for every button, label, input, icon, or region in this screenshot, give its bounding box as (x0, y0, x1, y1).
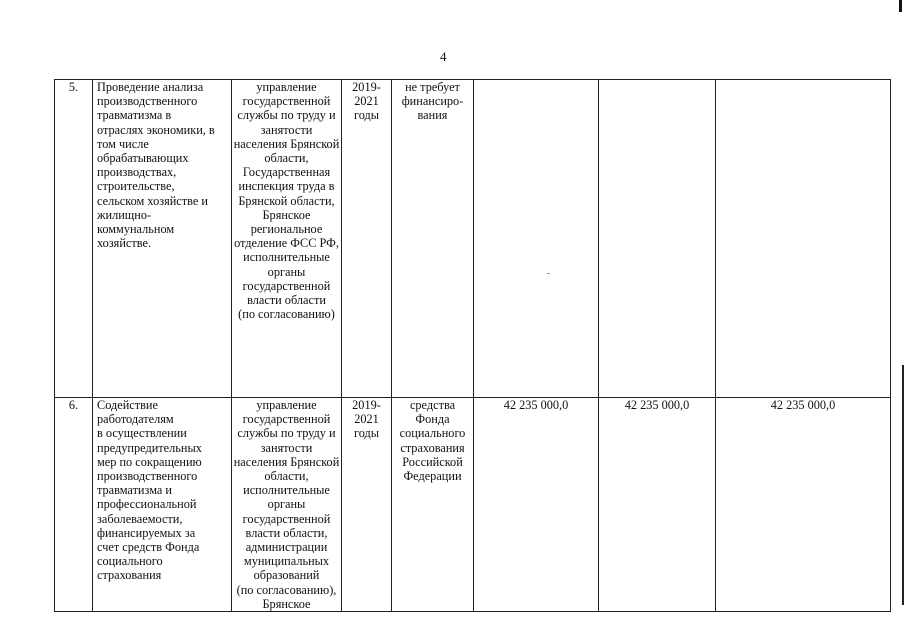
funding-source-line: финансиро- (401, 94, 464, 109)
funding-source-line: Фонда (415, 412, 450, 427)
measure-name-line: социального (97, 554, 163, 569)
executor-line: исполнительные (243, 483, 330, 498)
funding-source-cell (392, 398, 474, 612)
measure-name-line: профессиональной (97, 497, 197, 512)
years-line: 2021 (354, 94, 379, 109)
executor-line: Брянское (262, 207, 311, 222)
years-line: 2021 (354, 412, 379, 427)
amount-value: 42 235 000,0 (624, 398, 690, 412)
executor-line: государственной (242, 412, 331, 427)
executor-line: (по согласованию), (236, 582, 337, 597)
executor-line: государственной (242, 278, 331, 293)
executor-line: Государственная (242, 165, 331, 180)
executor-line: области, (264, 469, 309, 484)
executor-line: управление (256, 80, 317, 94)
funding-source-line: средства (409, 398, 456, 412)
executor-line: управление (256, 398, 317, 412)
executor-cell (232, 398, 342, 612)
executor-line: инспекция труда в (238, 179, 335, 194)
funding-source-line: Российской (402, 454, 463, 469)
funding-source-line: не требует (405, 80, 460, 94)
years-line: 2019- (352, 398, 381, 412)
executor-line: муниципальных (243, 554, 330, 569)
measure-name-line: хозяйстве. (97, 236, 152, 251)
years-cell (342, 80, 392, 398)
measure-name-line: том числе (97, 136, 149, 151)
executor-cell (232, 80, 342, 398)
measure-name-line: Проведение анализа (97, 80, 204, 94)
table-row (55, 398, 891, 612)
amount-cell-2 (599, 80, 716, 398)
measure-name-line: сельском хозяйстве и (97, 193, 208, 208)
funding-source-line: вания (417, 108, 448, 123)
measure-name-line: производственного (97, 94, 198, 109)
row-number: 6. (68, 398, 79, 412)
executor-line: (по согласованию) (238, 307, 335, 322)
years-line: 2019- (352, 80, 381, 94)
measure-name-line: производствах, (97, 165, 177, 180)
executor-line: занятости (260, 440, 313, 455)
measure-name-cell (93, 80, 232, 398)
measure-name-line: Содействие (97, 398, 158, 412)
executor-line: населения Брянской (233, 454, 340, 469)
executor-line: занятости (260, 122, 313, 137)
executor-line: власти области, (245, 525, 328, 540)
measure-name-line: коммунальном (97, 222, 175, 237)
executor-line: государственной (242, 511, 331, 526)
amount-cell-2 (599, 398, 716, 612)
measure-name-cell (93, 398, 232, 612)
page-number: 4 (440, 49, 447, 64)
executor-line: образований (253, 568, 320, 583)
executor-line: отделение ФСС РФ, (234, 236, 339, 251)
funding-source-line: страхования (400, 440, 465, 455)
measure-name-line: обрабатывающих (97, 151, 189, 166)
executor-line: государственной (242, 94, 331, 109)
row-number: 5. (68, 80, 79, 94)
table-row (55, 80, 891, 398)
years-cell (342, 398, 392, 612)
executor-line: администрации (245, 540, 328, 555)
amount-value: 42 235 000,0 (503, 398, 569, 412)
row-number-cell (55, 398, 93, 612)
scan-edge-mark (902, 365, 904, 605)
measure-name-line: жилищно- (97, 207, 152, 222)
row-number-cell (55, 80, 93, 398)
scan-corner-mark (899, 0, 902, 12)
measure-name-line: страхования (97, 568, 162, 583)
measure-name-line: производственного (97, 469, 198, 484)
amount-cell-1 (474, 80, 599, 398)
funding-source-line: Федерации (403, 469, 462, 484)
measure-name-line: предупредительных (97, 440, 202, 455)
measure-name-line: счет средств Фонда (97, 540, 200, 555)
measure-name-line: финансируемых за (97, 525, 196, 540)
executor-line: региональное (250, 222, 323, 237)
amount-cell-3 (716, 80, 891, 398)
measure-name-line: отраслях экономики, в (97, 122, 215, 137)
measure-name-line: работодателям (97, 412, 174, 427)
measure-name-line: травматизма в (97, 108, 172, 123)
amount-value: 42 235 000,0 (770, 398, 836, 412)
measure-name-line: строительстве, (97, 179, 175, 194)
executor-line: службы по труду и (237, 108, 336, 123)
executor-line: органы (267, 264, 306, 279)
measure-name-line: мер по сокращению (97, 454, 202, 469)
amount-cell-1 (474, 398, 599, 612)
funding-source-cell (392, 80, 474, 398)
scan-speck (547, 273, 550, 274)
amount-cell-3 (716, 398, 891, 612)
years-line: годы (353, 108, 380, 123)
measure-name-line: в осуществлении (97, 426, 187, 441)
executor-line: власти области (247, 293, 326, 308)
executor-line: органы (267, 497, 306, 512)
measure-name-line: травматизма и (97, 483, 173, 498)
executor-line: исполнительные (243, 250, 330, 265)
table-body (55, 80, 891, 612)
measures-table (54, 79, 891, 612)
executor-line: Брянское (262, 596, 311, 611)
executor-line: населения Брянской (233, 136, 340, 151)
funding-source-line: социального (399, 426, 466, 441)
executor-line: службы по труду и (237, 426, 336, 441)
executor-line: области, (264, 151, 309, 166)
executor-line: Брянской области, (238, 193, 335, 208)
measure-name-line: заболеваемости, (97, 511, 183, 526)
years-line: годы (353, 426, 380, 441)
